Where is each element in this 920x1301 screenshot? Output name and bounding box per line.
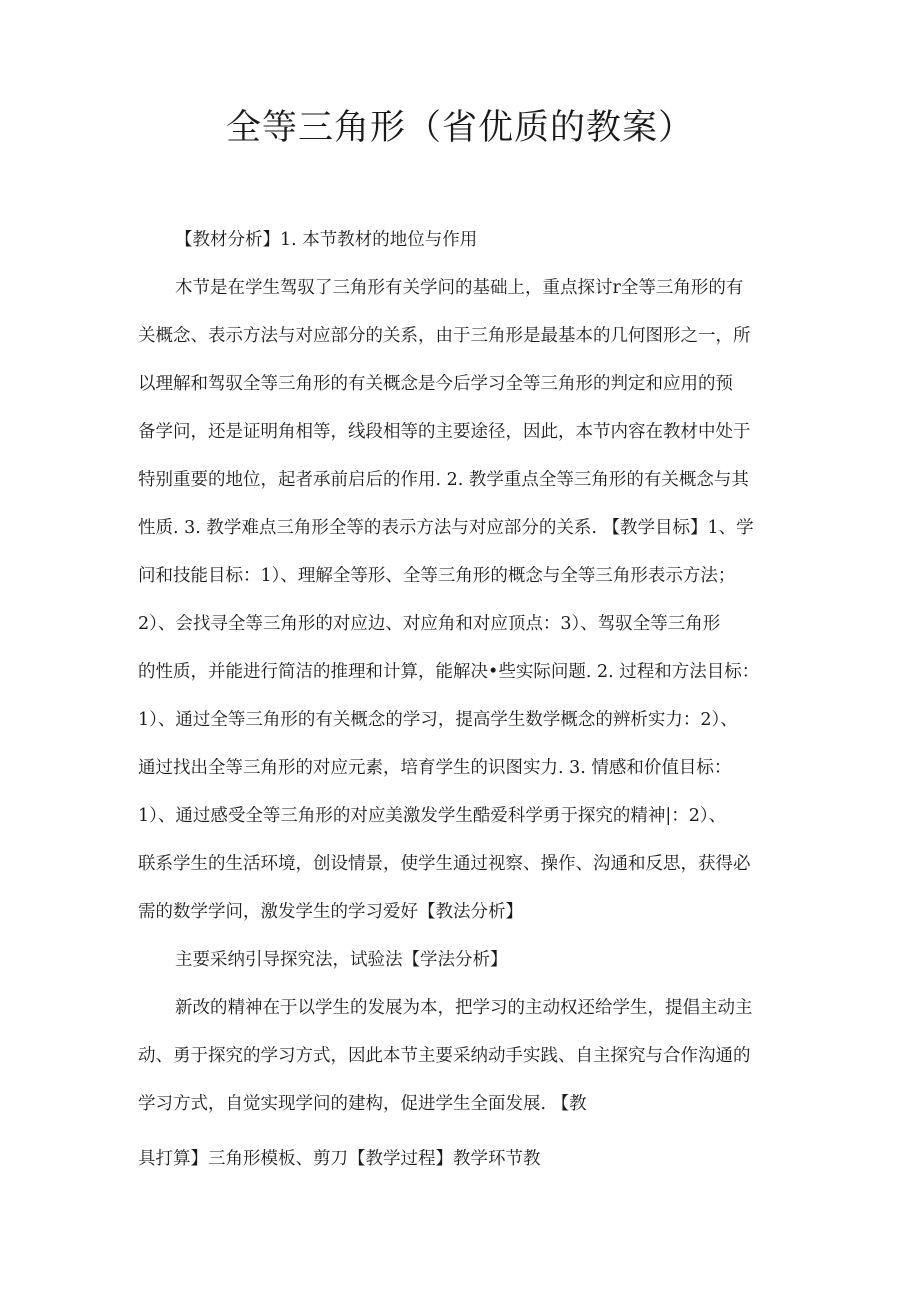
paragraph-line: 主要采纳引导探究法，试验法【学法分析】 [175, 950, 508, 970]
document-title: 全等三角形（省优质的教案） [225, 108, 694, 148]
paragraph-line: 通过找出全等三角形的对应元素，培育学生的识图实力. 3. 情感和价值目标： [138, 758, 732, 778]
paragraph-line: 需的数学学问，激发学生的学习爱好【教法分析】 [138, 902, 523, 922]
paragraph-line: 1）、通过感受全等三角形的对应美激发学生酷爱科学勇于探究的精神|：2）、 [138, 806, 727, 826]
paragraph-line: 1）、通过全等三角形的有关概念的学习，提高学生数学概念的辨析实力：2）、 [138, 710, 738, 730]
paragraph-line: 新改的精神在于以学生的发展为本，把学习的主动权还给学生，提倡主动主 [175, 998, 753, 1018]
paragraph-line: 问和技能目标：1）、理解全等形、全等三角形的概念与全等三角形表示方法； [138, 566, 736, 586]
paragraph-line: 具打算】三角形模板、剪刀【教学过程】教学环节教 [138, 1149, 541, 1169]
paragraph-line: 木节是在学生驾驭了三角形有关学问的基础上，重点探讨r全等三角形的有 [175, 278, 744, 298]
paragraph-line: 性质. 3. 教学难点三角形全等的表示方法与对应部分的关系. 【教学目标】1、学 [138, 518, 754, 538]
paragraph-line: 备学问，还是证明角相等，线段相等的主要途径，因此，本节内容在教材中处于 [138, 422, 751, 442]
paragraph-line: 的性质，并能进行简洁的推理和计算，能解决•些实际问题. 2. 过程和方法目标： [138, 662, 760, 682]
paragraph-line: 学习方式，自觉实现学问的建构，促进学生全面发展. 【教 [138, 1094, 587, 1114]
paragraph-line: 动、勇于探究的学习方式，因此本节主要采纳动手实践、自主探究与合作沟通的 [138, 1046, 751, 1066]
paragraph-line: 联系学生的生活环境，创设情景，使学生通过视察、操作、沟通和反思，获得必 [138, 854, 751, 874]
paragraph-line: 以理解和驾驭全等三角形的有关概念是今后学习全等三角形的判定和应用的预 [138, 374, 733, 394]
paragraph-line: 【教材分析】1. 本节教材的地位与作用 [175, 230, 478, 250]
paragraph-line: 关概念、表示方法与对应部分的关系，由于三角形是最基本的几何图形之一，所 [138, 326, 751, 346]
paragraph-line: 2）、会找寻全等三角形的对应边、对应角和对应顶点：3）、驾驭全等三角形 [138, 614, 721, 634]
paragraph-line: 特别重要的地位，起者承前启后的作用. 2. 教学重点全等三角形的有关概念与其 [138, 470, 749, 490]
